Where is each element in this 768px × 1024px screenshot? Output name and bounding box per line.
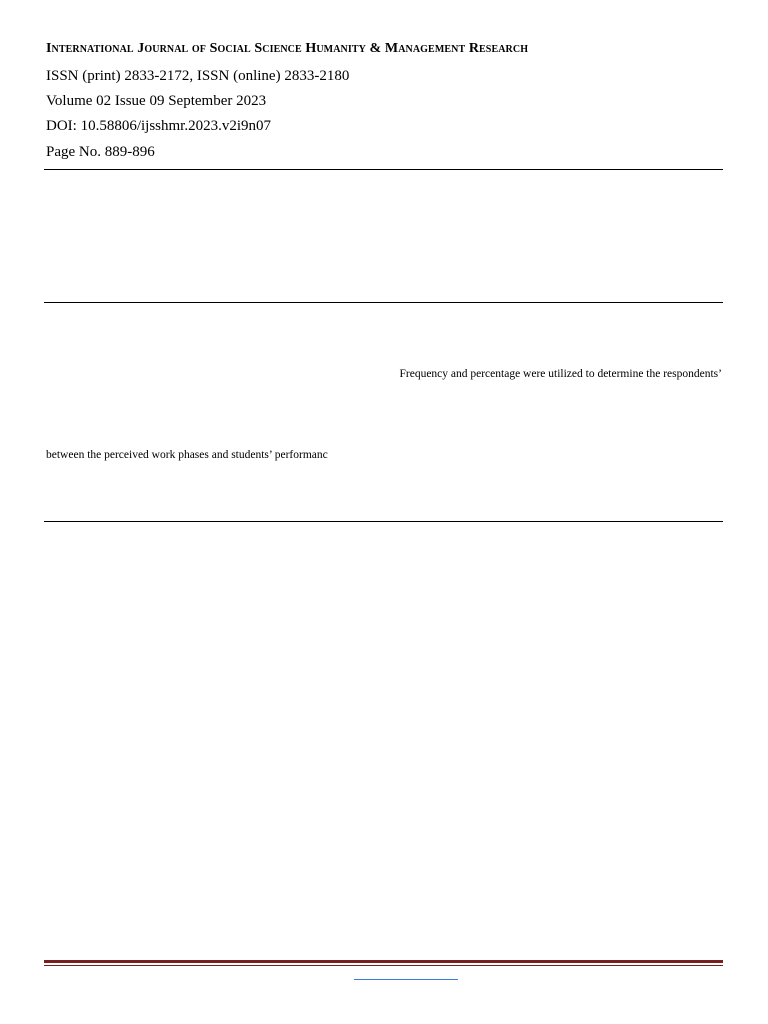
footer-link-underline[interactable] [354, 979, 458, 980]
section-divider-1 [44, 302, 723, 303]
page-number-line: Page No. 889-896 [46, 144, 155, 160]
header-divider [44, 169, 723, 170]
journal-title: International Journal of Social Science Humanity & Management Research [46, 41, 529, 56]
volume-line: Volume 02 Issue 09 September 2023 [46, 93, 267, 109]
section-divider-2 [44, 521, 723, 522]
issn-line: ISSN (print) 2833-2172, ISSN (online) 2833-2180 [46, 68, 350, 84]
footer-rule-thick [44, 960, 723, 963]
doi-line: DOI: 10.58806/ijsshmr.2023.v2i9n07 [46, 118, 272, 134]
body-text-fragment-1: Frequency and percentage were utilized to determine the respondents’ [399, 368, 722, 380]
footer-rule-thin [44, 965, 723, 966]
body-text-fragment-2: between the perceived work phases and students’ performanc [46, 449, 328, 461]
